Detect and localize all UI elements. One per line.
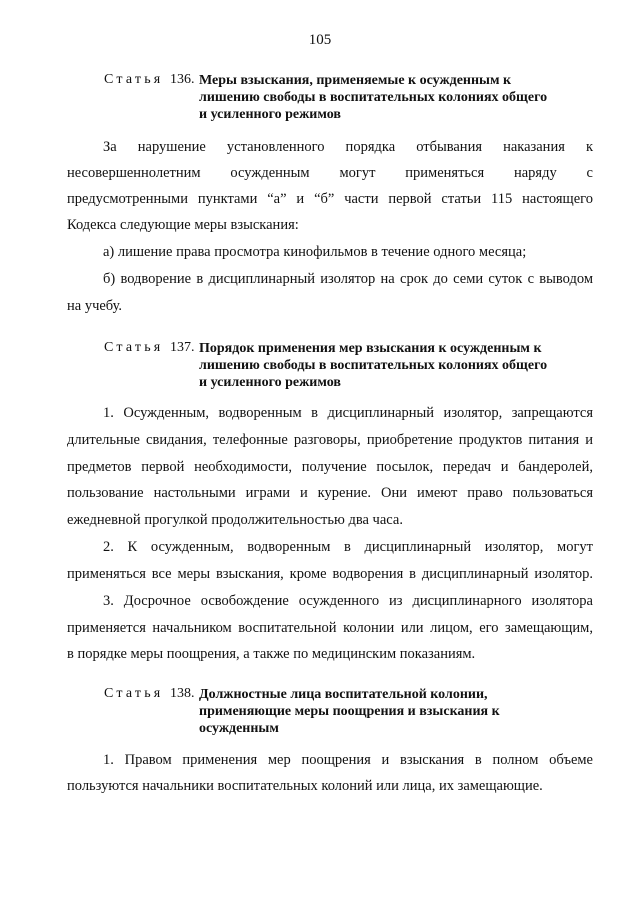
article-136 — [0, 72, 640, 132]
article-word: Статья — [104, 686, 164, 701]
paragraph-line: несовершеннолетним осужденным могут применяться наряду с — [67, 165, 593, 181]
paragraph-line: предметов первой необходимости, получение посылок, передач и бандеролей, — [67, 459, 593, 475]
paragraph-line: б) водворение в дисциплинарный изолятор на срок до семи суток с выводом — [103, 271, 593, 287]
paragraph-line: в порядке меры поощрения, а также по медицинским показаниям. — [67, 646, 476, 662]
article-number: 136. — [170, 72, 195, 87]
article-heading — [0, 340, 640, 400]
article-137 — [0, 340, 640, 400]
paragraph-line: 1. Осужденным, водворенным в дисциплинарный изолятор, запрещаются — [103, 405, 593, 421]
article-heading — [0, 686, 640, 746]
article-number: 138. — [170, 686, 195, 701]
paragraph-line: ежедневной прогулкой продолжительностью два часа. — [67, 512, 403, 528]
article-title: Должностные лица воспитательной колонии, применяющие меры поощрения и взыскания к осужденным — [199, 687, 500, 736]
article-heading — [0, 72, 640, 132]
article-word: Статья — [104, 72, 164, 87]
paragraph-line: применяться все меры взыскания, кроме водворения в дисциплинарный изолятор. — [67, 566, 593, 582]
paragraph-line: За нарушение установленного порядка отбывания наказания к — [103, 139, 593, 155]
paragraph-line: длительные свидания, телефонные разговоры, приобретение продуктов питания и — [67, 432, 593, 448]
paragraph-line: пользование настольными играми и курение. Они имеют право пользоваться — [67, 485, 593, 501]
paragraph-line: а) лишение права просмотра кинофильмов в течение одного месяца; — [103, 244, 527, 260]
article-number: 137. — [170, 340, 195, 355]
article-word: Статья — [104, 340, 164, 355]
paragraph-line: 2. К осужденным, водворенным в дисциплинарный изолятор, могут — [103, 539, 593, 555]
article-title: Меры взыскания, применяемые к осужденным к лишению свободы в воспитательных колониях общего и усиленного режимов — [199, 73, 548, 122]
paragraph-line: на учебу. — [67, 298, 123, 314]
paragraph-line: 3. Досрочное освобождение осужденного из дисциплинарного изолятора — [103, 593, 593, 609]
paragraph-line: предусмотренными пунктами “а” и “б” части первой статьи 115 настоящего — [67, 191, 593, 207]
paragraph-line: 1. Правом применения мер поощрения и взыскания в полном объеме — [103, 752, 593, 768]
paragraph-line: пользуются начальники воспитательных колоний или лица, их замещающие. — [67, 778, 543, 794]
paragraph-line: Кодекса следующие меры взыскания: — [67, 217, 299, 233]
article-138 — [0, 686, 640, 746]
article-title: Порядок применения мер взыскания к осужденным к лишению свободы в воспитательных колониях общего и усиленного режимов — [199, 341, 548, 390]
page-number: 105 — [308, 32, 332, 48]
paragraph-line: применяется начальником воспитательной колонии или лицом, его замещающим, — [67, 620, 593, 636]
